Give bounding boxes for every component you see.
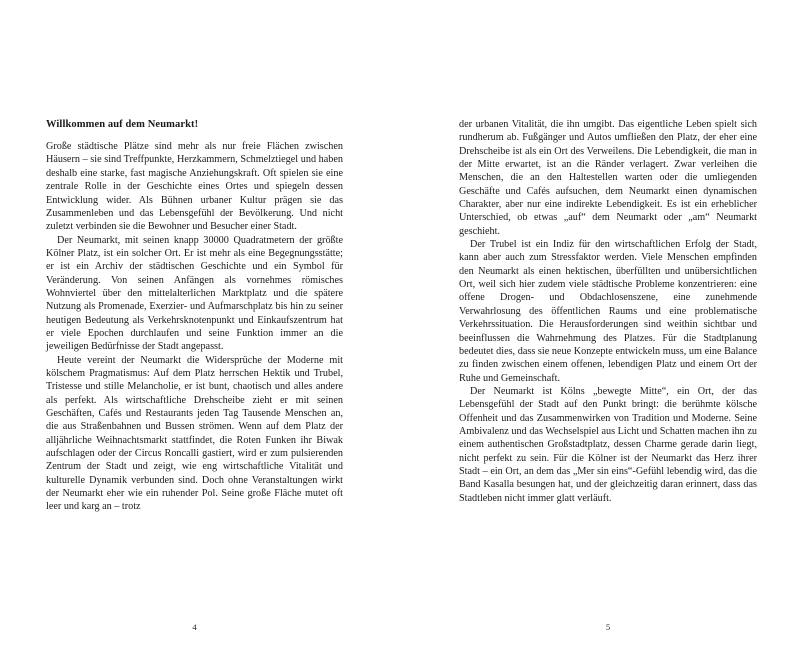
paragraph: Der Neumarkt ist Kölns „bewegte Mitte“, ein Ort, der das Lebensgefühl der Stadt auf den Punkt bringt: die berühmte kölsche Offenheit und das Zusammenwirken von Tradition und Moderne. Seine Ambivalenz und das Wechselspiel aus Licht und Schatten machen ihn zu einem authentischen Großstadtplatz, dessen Charme gerade darin liegt, nicht perfekt zu sein. Für die Kölner ist der Neumarkt das Herz ihrer Stadt – ein Ort, an dem das „Mer sin eins“-Gefühl lebendig wird, das die Band Kasalla besungen hat, und der gleichzeitig daran erinnert, dass das Stadtleben nicht immer glatt verläuft. <box>459 385 757 504</box>
page-title: Willkommen auf dem Neumarkt! <box>46 119 199 130</box>
page-number-right: 5 <box>605 622 611 632</box>
paragraph: Heute vereint der Neumarkt die Widersprüche der Moderne mit kölschem Pragmatismus: Auf dem Platz herrschen Hektik und Trubel, Tristesse und stille Melancholie, er ist bunt, chaotisch und alles andere als perfekt. Als wirtschaftliche Drehscheibe zieht er mit seinen Geschäften, Cafés und Restaurants jeden Tag Tausende Menschen an, die aus Straßenbahnen und Bussen strömen. Wenn auf dem Platz der alljährliche Weihnachtsmarkt stattfindet, die Roten Funken ihr Biwak aufschlagen oder der Circus Roncalli gastiert, wird er zum pulsierenden Zentrum der Stadt und zeigt, wie eng wirtschaftliche Vitalität und kulturelle Dynamik verbunden sind. Doch ohne Veranstaltungen wirkt der Neumarkt eher wie ein ruhender Pol. Seine große Fläche mutet oft leer und karg an – trotz <box>46 354 343 513</box>
page-right <box>401 0 803 648</box>
text-column-left <box>46 140 343 514</box>
paragraph: Der Trubel ist ein Indiz für den wirtschaftlichen Erfolg der Stadt, kann aber auch zum Stressfaktor werden. Viele Menschen empfinden den Neumarkt als einen hektischen, überfüllten und unübersichtlichen Ort, weil sich hier zudem viele städtische Probleme konzentrieren: eine offene Drogen- und Obdachlosenszene, eine zunehmende Verwahrlosung des öffentlichen Raums und eine problematische Verkehrssituation. Die Herausforderungen sind weithin sichtbar und beeinflussen die Wahrnehmung des Platzes. Für die Stadtplanung bedeutet dies, dass sie neue Konzepte entwickeln muss, um eine Balance zu finden zwischen einem offenen, lebendigen Platz und einem Ort der Ruhe und Gemeinschaft. <box>459 239 757 384</box>
text-column-right <box>459 118 757 505</box>
page-left <box>0 0 401 648</box>
paragraph: Große städtische Plätze sind mehr als nur freie Flächen zwischen Häusern – sie sind Treffpunkte, Herzkammern, Schmelztiegel und haben deshalb eine starke, fast magische Anziehungskraft. Oft spielen sie eine zentrale Rolle in der Geschichte eines Ortes und spiegeln dessen Entwicklung wider. Als Bühnen urbaner Kultur prägen sie das Zusammenleben und das Lebensgefühl der Bevölkerung. Und nicht zuletzt verbinden sie die Bewohner und Besucher einer Stadt. <box>46 141 343 233</box>
paragraph: der urbanen Vitalität, die ihn umgibt. Das eigentliche Leben spielt sich rundherum ab. Fußgänger und Autos umfließen den Platz, der eher eine Drehscheibe ist als ein Ort des Verweilens. Die Lebendigkeit, die man in der Mitte erwartet, ist an die Ränder verlagert. Zwar verleihen die Menschen, die an den Haltestellen warten oder die umliegenden Geschäfte und Cafés aufsuchen, dem Neumarkt einen dynamischen Charakter, aber nur eine indirekte Lebendigkeit. Es ist ein erheblicher Unterschied, ob etwas „auf“ dem Neumarkt oder „am“ Neumarkt geschieht. <box>459 119 757 237</box>
paragraph: Der Neumarkt, mit seinen knapp 30000 Quadratmetern der größte Kölner Platz, ist ein solcher Ort. Er ist mehr als eine Begegnungsstätte; er ist ein Archiv der städtischen Geschichte und ein Symbol für Veränderung. Von seinen Anfängen als vornehmes römisches Wohnviertel über den mittelalterlichen Marktplatz und die spätere Nutzung als Promenade, Exerzier- und Aufmarschplatz bis hin zu seiner heutigen Bedeutung als Verkehrsknotenpunkt und Einkaufszentrum hat er viele Epochen durchlaufen und seine Funktion immer an die jeweiligen Bedürfnisse der Stadt angepasst. <box>46 234 343 353</box>
page-number-left: 4 <box>192 622 197 632</box>
